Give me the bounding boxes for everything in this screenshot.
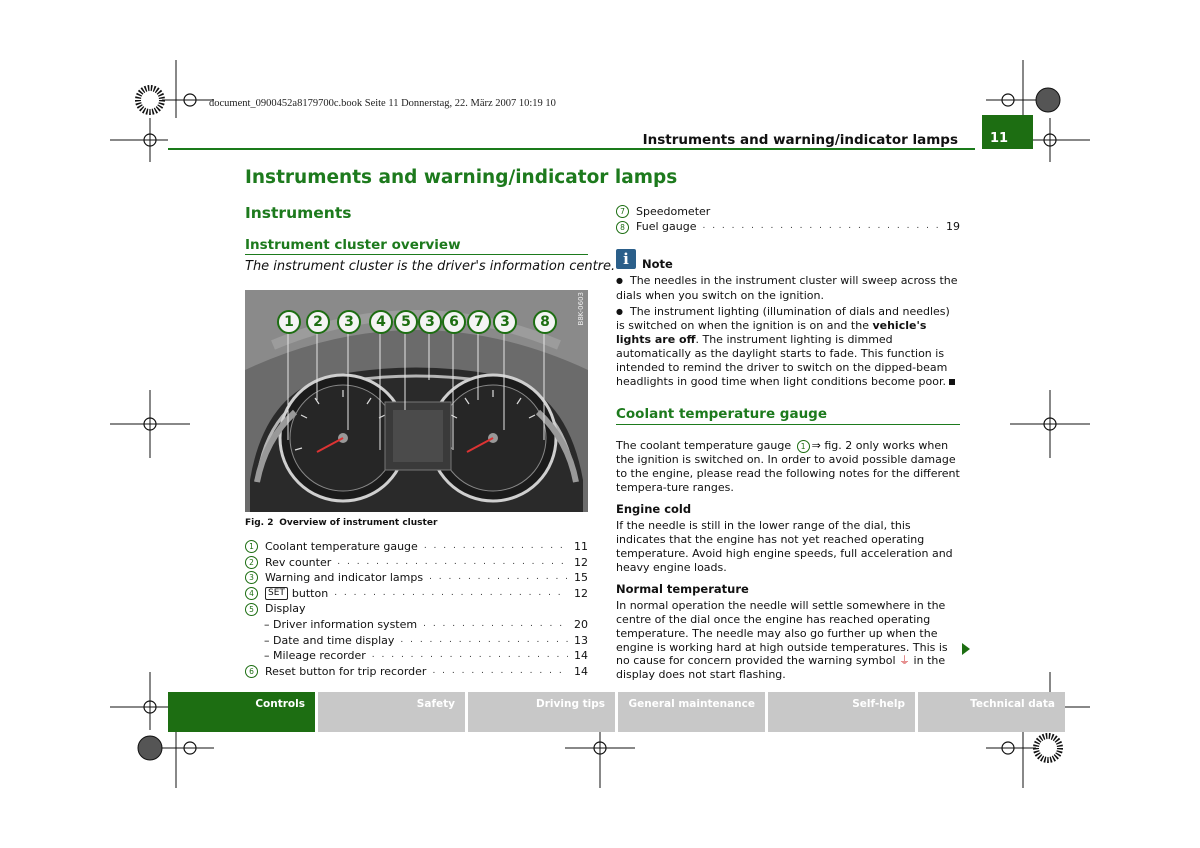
- instrument-cluster-figure: [245, 290, 588, 512]
- legend-label: button: [291, 586, 329, 600]
- coolant-intro: [616, 439, 960, 494]
- legend-page[interactable]: 13: [574, 633, 588, 647]
- print-header: document_0900452a8179700c.book Seite 11 Donnerstag, 22. März 2007 10:19 10: [209, 98, 556, 109]
- coolant-intro-a: The coolant temperature gauge: [616, 439, 792, 452]
- figure-callouts: [245, 290, 588, 350]
- engine-cold-title: Engine cold: [616, 502, 692, 517]
- legend-page[interactable]: 15: [574, 571, 588, 585]
- continue-arrow-icon: [962, 643, 970, 655]
- legend-number: 8: [616, 221, 629, 234]
- section-title: Instruments and warning/indicator lamps: [245, 167, 678, 188]
- tab-general-maintenance[interactable]: General maintenance: [618, 692, 765, 732]
- tab-driving-tips[interactable]: Driving tips: [468, 692, 615, 732]
- legend-number: 1: [245, 540, 258, 553]
- tab-safety[interactable]: Safety: [318, 692, 465, 732]
- note-bullet-2-bold: vehicle's lights are off: [616, 319, 927, 347]
- leader-dots: [423, 617, 568, 633]
- header-rule: [168, 148, 975, 150]
- info-icon: i: [616, 249, 636, 269]
- engine-cold-text: If the needle is still in the lower range of the dial, this indicates that the engine has not yet reached operating temperature. Avoid high engine speeds, full acceleration and heavy engine loads.: [616, 519, 953, 574]
- legend-label: Fuel gauge: [636, 220, 697, 234]
- legend-number: 5: [245, 603, 258, 616]
- normal-temp-text-a: In normal operation the needle will settle somewhere in the centre of the dial once the engine has reached operating temperature. The needle may also go further up when the engine is working hard at high outside temperatures. This is no cause for concern provided the warning symbol: [616, 599, 948, 668]
- coolant-intro-b: ⇒ fig. 2 only works when the ignition is switched on. In order to avoid possible damage to the engine, please read the following notes for the different tempera-ture ranges.: [616, 439, 960, 494]
- caption-text: Overview of instrument cluster: [279, 518, 438, 528]
- callout-7: 7: [467, 310, 491, 334]
- callout-6: 6: [442, 310, 466, 334]
- leader-dots: [337, 555, 568, 571]
- legend-label: – Date and time display: [264, 633, 395, 647]
- legend-label: Warning and indicator lamps: [265, 571, 424, 585]
- legend-label: Display: [265, 602, 306, 616]
- subsubsection-title: Instrument cluster overview: [245, 237, 461, 253]
- leader-dots: [424, 539, 568, 555]
- legend-item: [245, 555, 588, 571]
- legend-page[interactable]: 11: [574, 540, 588, 553]
- coolant-title: Coolant temperature gauge: [616, 406, 828, 422]
- legend-item: [245, 601, 588, 617]
- coolant-section-heading: [616, 408, 960, 422]
- normal-temp-text: [616, 599, 960, 682]
- legend-page[interactable]: 14: [574, 664, 588, 678]
- callout-3c: 3: [493, 310, 517, 334]
- page-number: 11: [982, 115, 1033, 149]
- legend-page[interactable]: 12: [574, 555, 588, 569]
- legend-item: [616, 204, 960, 220]
- leader-dots: [334, 586, 568, 602]
- coolant-rule: [616, 424, 960, 425]
- callout-5: 5: [394, 310, 418, 334]
- callout-2: 2: [306, 310, 330, 334]
- leader-dots: [372, 648, 568, 664]
- legend-label: – Mileage recorder: [264, 649, 366, 663]
- note-bullet-1: ● The needles in the instrument cluster will sweep across the dials when you switch on the ignition.: [616, 274, 960, 303]
- legend-item: [245, 664, 588, 680]
- legend-item: [245, 570, 588, 586]
- legend-number: 7: [616, 205, 629, 218]
- legend-list-continued: [616, 204, 960, 235]
- coolant-warning-icon: ⏚: [899, 654, 911, 668]
- legend-page[interactable]: 20: [574, 617, 588, 631]
- note-title: Note: [642, 257, 673, 271]
- legend-subitem: [245, 633, 588, 649]
- legend-page[interactable]: 14: [574, 649, 588, 663]
- chapter-tabs: [168, 692, 1065, 732]
- callout-1: 1: [277, 310, 301, 334]
- set-key-icon: SET: [265, 587, 288, 600]
- note-body: [616, 274, 960, 390]
- figure-code: B8K-0603: [577, 292, 585, 326]
- figure-caption: [245, 518, 437, 528]
- legend-page[interactable]: 19: [946, 220, 960, 234]
- callout-3b: 3: [418, 310, 442, 334]
- subsection-rule: [245, 254, 588, 255]
- legend-label: Speedometer: [636, 204, 711, 218]
- legend-number: 4: [245, 587, 258, 600]
- subsection-title: Instruments: [245, 204, 352, 222]
- legend-label: Coolant temperature gauge: [265, 540, 418, 553]
- legend-number: 3: [245, 571, 258, 584]
- legend-subitem: [245, 617, 588, 633]
- end-of-section-icon: [949, 379, 955, 385]
- legend-label: Reset button for trip recorder: [265, 664, 427, 678]
- tab-technical-data[interactable]: Technical data: [918, 692, 1065, 732]
- leader-dots: [400, 633, 568, 649]
- running-title: Instruments and warning/indicator lamps: [642, 132, 958, 148]
- callout-3a: 3: [337, 310, 361, 334]
- tab-self-help[interactable]: Self-help: [768, 692, 915, 732]
- legend-subitem: [245, 648, 588, 664]
- callout-4: 4: [369, 310, 393, 334]
- normal-temp-text-b: in the display does not start flashing.: [616, 654, 946, 682]
- legend-label: Rev counter: [265, 555, 332, 569]
- legend-number: 2: [245, 556, 258, 569]
- note-bullet-2-text-b: . The instrument lighting is dimmed automatically as the daylight starts to fade. This function is intended to remind the driver to switch on the dipped-beam headlights in good time when light conditions become poor.: [616, 333, 948, 388]
- legend-item: [245, 539, 588, 555]
- leader-dots: [432, 664, 568, 680]
- note-bullet-2-text-a: The instrument lighting (illumination of dials and needles) is switched on when the ignition is on and the: [616, 304, 950, 333]
- coolant-body: [616, 439, 960, 684]
- legend-page[interactable]: 12: [574, 586, 588, 600]
- note-header: [616, 249, 696, 271]
- legend-list: [245, 539, 588, 679]
- note-bullet-2: [616, 305, 960, 389]
- caption-label: Fig. 2: [245, 518, 274, 528]
- lead-text: The instrument cluster is the driver's information centre.: [245, 259, 616, 274]
- leader-dots: [429, 570, 568, 586]
- tab-controls[interactable]: Controls: [168, 692, 315, 732]
- leader-dots: [702, 220, 940, 234]
- legend-item: [616, 220, 960, 236]
- legend-item: [245, 586, 588, 602]
- legend-number: 6: [245, 665, 258, 678]
- normal-temp-title: Normal temperature: [616, 582, 749, 597]
- callout-8: 8: [533, 310, 557, 334]
- legend-label: – Driver information system: [264, 617, 418, 631]
- coolant-intro-ref[interactable]: 1: [797, 440, 810, 453]
